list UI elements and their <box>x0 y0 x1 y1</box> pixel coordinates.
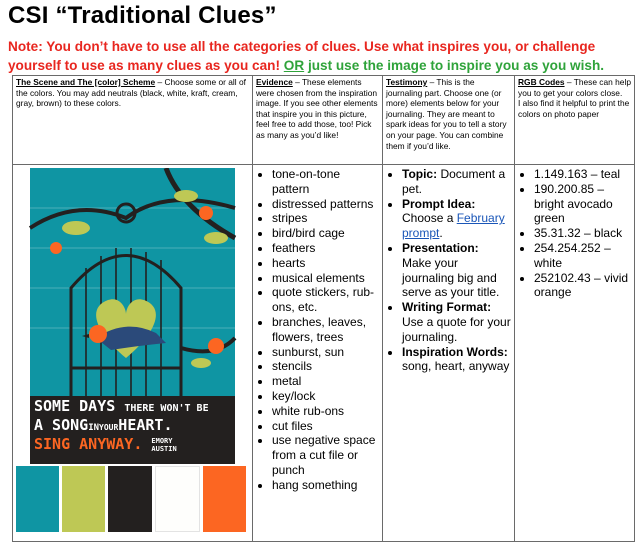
rgb-item: • 1.149.163 – teal <box>534 167 631 182</box>
february-prompt-link[interactable]: February prompt <box>402 211 505 241</box>
swatch-white <box>155 466 200 532</box>
poster-credit-1: EMORY <box>151 436 173 445</box>
testimony-item <box>402 197 511 241</box>
poster-line-2c: YOUR <box>99 423 119 432</box>
poster-line-2d: HEART. <box>118 416 173 434</box>
poster-line-2b: IN <box>88 423 100 433</box>
evidence-item: • use negative space from a cut file or punch <box>272 433 379 477</box>
swatch-teal <box>16 466 59 532</box>
poster-quote <box>30 396 235 462</box>
testimony-header-cell <box>383 76 515 165</box>
testimony-label: Prompt Idea: <box>402 196 476 211</box>
rgb-description: – These can help you to get your colors close. <box>518 77 631 98</box>
testimony-cell <box>383 165 515 542</box>
evidence-item: • sunburst, sun <box>272 345 379 360</box>
testimony-description: – This is the journaling part. Choose one (or more) elements below for your journaling. They are meant to spark ideas for you to tell a story on your page. You can combine them if you’d like. <box>386 77 507 151</box>
evidence-cell <box>253 165 383 542</box>
note-or: OR <box>283 58 305 73</box>
rgb-heading: RGB Codes <box>518 77 565 87</box>
swatch-black <box>108 466 151 532</box>
testimony-heading: Testimony <box>386 77 428 87</box>
testimony-label: Writing Format: <box>402 300 492 315</box>
testimony-label: Topic: <box>402 167 438 181</box>
scene-header-cell <box>13 76 253 165</box>
testimony-text-after: . <box>439 226 443 241</box>
rgb-item: • 190.200.85 – bright avocado green <box>534 182 631 226</box>
evidence-item: • metal <box>272 374 379 389</box>
evidence-item: • branches, leaves, flowers, trees <box>272 315 379 345</box>
evidence-description: – These elements were chosen from the inspiration image. If you see other elements that inspire you in this picture, feel free to add those, too! Pick as many as you’d like! <box>256 77 378 140</box>
instruction-note <box>8 37 636 75</box>
rgb-list <box>518 167 631 300</box>
testimony-text: Make your journaling big and serve as your title. <box>402 255 500 300</box>
rgb-item: • 252102.43 – vivid orange <box>534 271 631 301</box>
evidence-header-cell <box>253 76 383 165</box>
swatch-orange <box>203 466 246 532</box>
testimony-text: Use a quote for your journaling. <box>402 314 511 344</box>
evidence-list <box>256 167 379 493</box>
evidence-item: • musical elements <box>272 271 379 286</box>
evidence-item: • key/lock <box>272 389 379 404</box>
evidence-item: • stencils <box>272 359 379 374</box>
testimony-item <box>402 167 511 197</box>
scene-description: – Choose some or all of the colors. You may add neutrals (black, white, kraft, cream, gray, brown) to these colors. <box>16 77 246 109</box>
evidence-item: • cut files <box>272 419 379 434</box>
scene-heading: The Scene and The [color] Scheme <box>16 77 156 87</box>
testimony-label: Inspiration Words: <box>402 344 508 359</box>
inspiration-poster <box>16 166 246 536</box>
testimony-item <box>402 345 511 375</box>
header-row <box>13 76 635 165</box>
clues-table <box>12 75 635 542</box>
evidence-item: • quote stickers, rub-ons, etc. <box>272 285 379 315</box>
poster-line-2a: A SONG <box>34 416 89 434</box>
rgb-item: • 35.31.32 – black <box>534 226 631 241</box>
evidence-item: • feathers <box>272 241 379 256</box>
rgb-cell <box>515 165 635 542</box>
color-swatches <box>16 466 246 532</box>
poster-line-1b: THERE WON'T BE <box>124 403 209 414</box>
evidence-item: • bird/bird cage <box>272 226 379 241</box>
evidence-item: • hearts <box>272 256 379 271</box>
content-row <box>13 165 635 542</box>
note-alternative <box>284 58 604 73</box>
page-title: CSI “Traditional Clues” <box>8 2 277 29</box>
scene-cell <box>13 165 253 542</box>
rgb-item: • 254.254.252 – white <box>534 241 631 271</box>
poster-line-3: SING ANYWAY. <box>34 435 143 453</box>
testimony-label: Presentation: <box>402 240 479 255</box>
evidence-item: • distressed patterns <box>272 197 379 212</box>
testimony-text: Choose a <box>402 211 457 226</box>
evidence-item: • tone-on-tone pattern <box>272 167 379 197</box>
rgb-description-2: I also find it helpful to print the colors on photo paper <box>518 98 630 119</box>
poster-credit-2: AUSTIN <box>151 444 177 453</box>
testimony-text: Document a pet. <box>402 167 506 196</box>
evidence-item: • white rub-ons <box>272 404 379 419</box>
testimony-item <box>402 241 511 300</box>
evidence-item: • stripes <box>272 211 379 226</box>
testimony-list <box>386 167 511 374</box>
evidence-item: • hang something <box>272 478 379 493</box>
testimony-text: song, heart, anyway <box>402 359 510 374</box>
poster-line-1a: SOME DAYS <box>34 397 116 415</box>
testimony-item <box>402 300 511 344</box>
note-alt-text: just use the image to inspire you as you wish. <box>307 58 605 73</box>
rgb-header-cell <box>515 76 635 165</box>
swatch-green <box>62 466 105 532</box>
evidence-heading: Evidence <box>256 77 293 87</box>
note-main: Note: You don’t have to use all the categories of clues. Use what inspires you, or challenge yourself to use as many clues as you can! <box>8 39 596 73</box>
